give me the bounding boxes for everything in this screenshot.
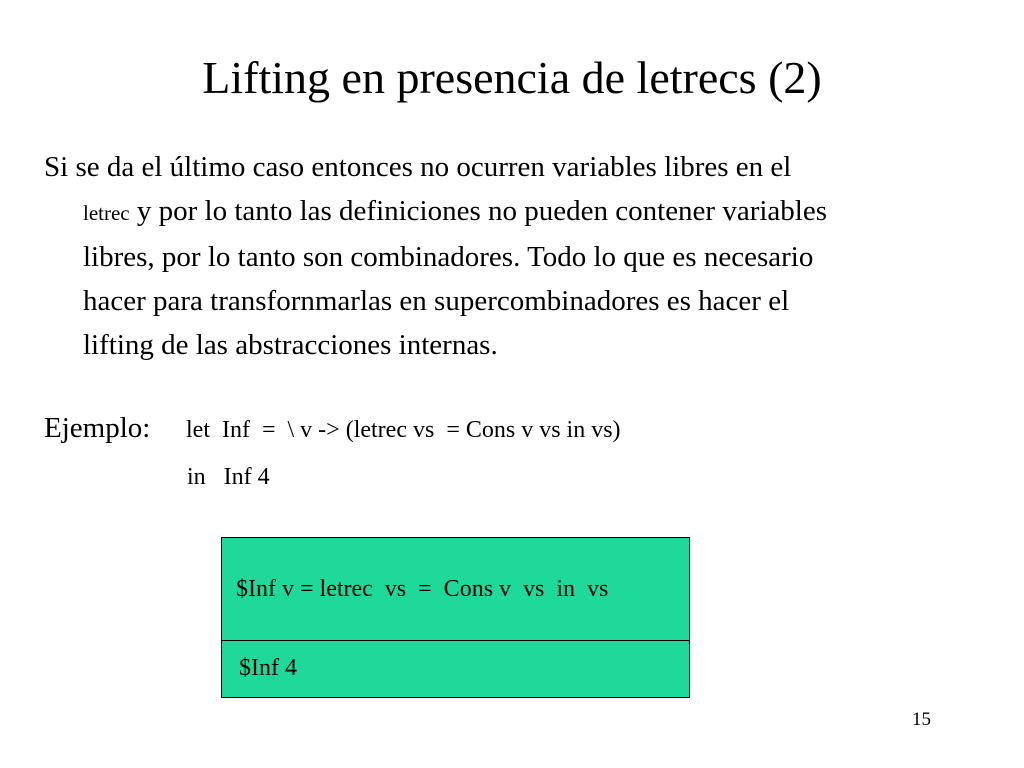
paragraph-line-3: libres, por lo tanto son combinadores. Todo lo que es necesario <box>83 241 814 273</box>
body-paragraph <box>44 145 984 367</box>
paragraph-si: Si <box>44 151 69 183</box>
paragraph-letrec: letrec <box>83 201 130 225</box>
paragraph-line-4: hacer para transfornmarlas en supercombinadores es hacer el <box>83 285 790 317</box>
result-box-line-2: $Inf 4 <box>239 655 297 681</box>
example-code-line-2: in Inf 4 <box>187 464 270 490</box>
paragraph-line-5: lifting de las abstracciones internas. <box>83 329 498 361</box>
slide-title: Lifting en presencia de letrecs (2) <box>202 52 822 103</box>
page-number: 15 <box>912 709 931 730</box>
example-label: Ejemplo: <box>44 412 151 444</box>
paragraph-line-2 <box>44 189 984 235</box>
example-block <box>44 406 621 452</box>
result-box-line-1: $Inf v = letrec vs = Cons v vs in vs <box>236 576 609 602</box>
example-code-line-1: let Inf = \ v -> (letrec vs = Cons v vs in vs) <box>186 417 621 443</box>
paragraph-line-2-text: y por lo tanto las definiciones no pueden contener variables <box>129 195 828 227</box>
paragraph-line-1 <box>44 145 984 189</box>
result-box-divider <box>222 640 689 641</box>
result-box <box>221 537 690 698</box>
paragraph-line-1-text: se da el último caso entonces no ocurren variables libres en el <box>68 151 792 183</box>
